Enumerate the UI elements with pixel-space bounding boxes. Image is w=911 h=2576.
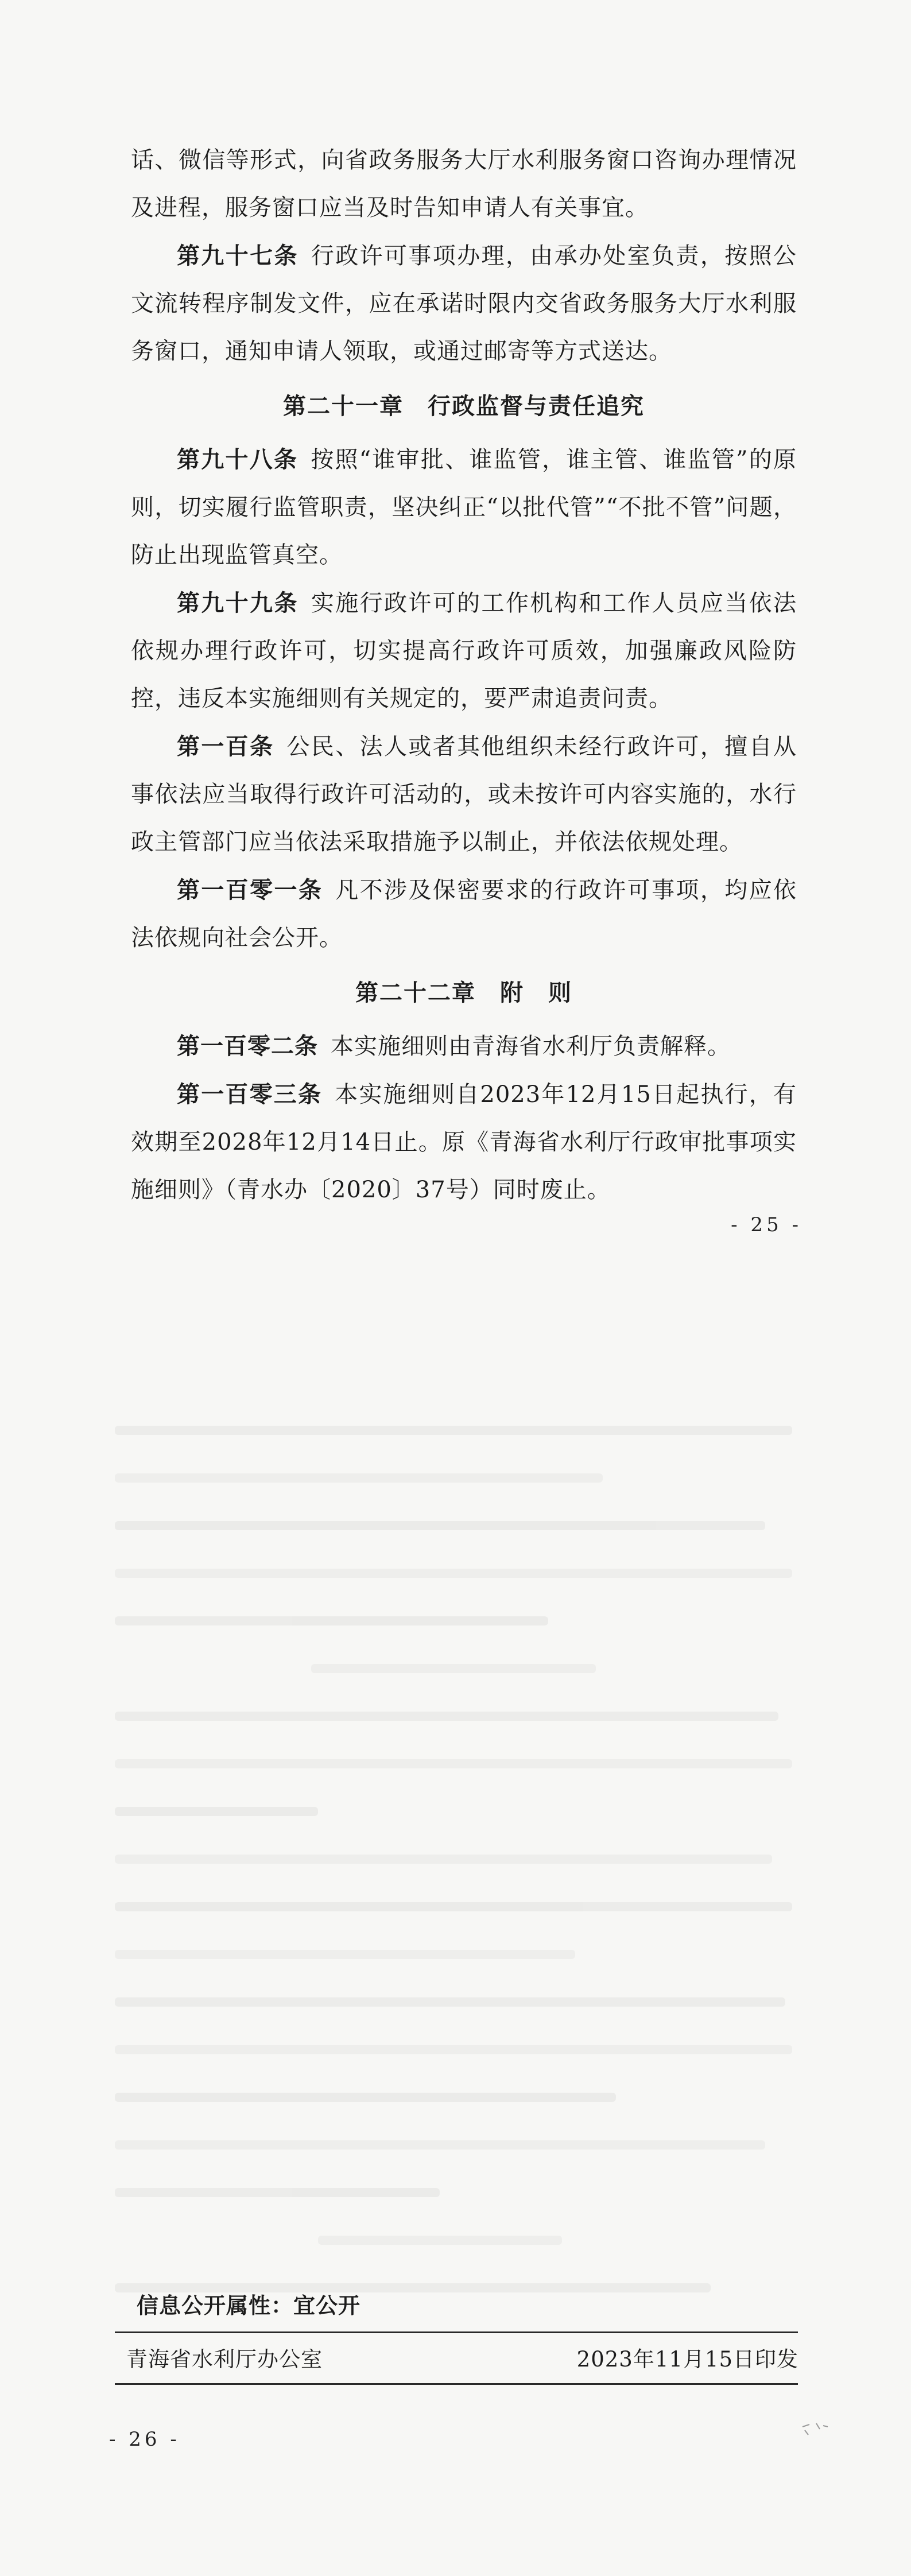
divider-top [115, 2331, 798, 2333]
article-text: 实施行政许可的工作机构和工作人员应当依法依规办理行政许可，切实提高行政许可质效，加强廉政风险防控，违反本实施细则有关规定的，要严肃追责问责。 [131, 590, 797, 712]
article-number: 第一百零一条 [177, 876, 323, 903]
paragraph-continued [131, 137, 797, 232]
paragraph-text: 话、微信等形式，向省政务服务大厅水利服务窗口咨询办理情况及进程，服务窗口应当及时告知申请人有关事宜。 [131, 147, 797, 221]
bleed-through-text [115, 1426, 792, 2331]
article-97 [131, 232, 797, 375]
article-number: 第九十八条 [177, 446, 299, 473]
article-number: 第一百零二条 [177, 1033, 318, 1060]
issuing-office: 青海省水利厅办公室 [126, 2347, 323, 2372]
article-number: 第九十九条 [177, 589, 299, 616]
article-text: 凡不涉及保密要求的行政许可事项，均应依法依规向社会公开。 [131, 877, 797, 951]
page-number: - 26 - [109, 2428, 180, 2451]
article-100 [131, 723, 797, 866]
article-text: 本实施细则自2023年12月15日起执行，有效期至2028年12月14日止。原《青海省水利厅行政审批事项实施细则》（青水办〔2020〕37号）同时废止。 [131, 1081, 797, 1203]
article-number: 第一百条 [177, 733, 274, 760]
chapter-22-heading: 第二十二章 附 则 [355, 979, 572, 1006]
article-103 [131, 1070, 797, 1214]
scan-speck-icon [799, 2420, 834, 2454]
article-text: 行政许可事项办理，由承办处室负责，按照公文流转程序制发文件，应在承诺时限内交省政务服务大厅水利服务窗口，通知申请人领取，或通过邮寄等方式送达。 [131, 243, 797, 364]
article-text: 公民、法人或者其他组织未经行政许可，擅自从事依法应当取得行政许可活动的，或未按许可内容实施的，水行政主管部门应当依法采取措施予以制止，并依法依规处理。 [131, 734, 797, 855]
divider-bottom [115, 2383, 798, 2385]
info-disclosure-attribute: 信息公开属性：宜公开 [137, 2292, 361, 2318]
chapter-21-heading: 第二十一章 行政监督与责任追究 [283, 393, 645, 420]
issue-date: 2023年11月15日印发 [576, 2347, 798, 2372]
article-98 [131, 436, 797, 579]
article-99 [131, 579, 797, 723]
article-number: 第九十七条 [177, 242, 299, 269]
article-number: 第一百零三条 [177, 1081, 323, 1108]
page-25-body [131, 137, 797, 1214]
document-page-26 [0, 1288, 911, 2576]
page-number: - 25 - [731, 1213, 802, 1236]
article-101 [131, 866, 797, 962]
article-102 [131, 1022, 797, 1070]
article-text: 本实施细则由青海省水利厅负责解释。 [331, 1033, 731, 1060]
article-text: 按照“谁审批、谁监管，谁主管、谁监管”的原则，切实履行监管职责，坚决纠正“以批代管”“不批不管”问题，防止出现监管真空。 [131, 447, 797, 568]
